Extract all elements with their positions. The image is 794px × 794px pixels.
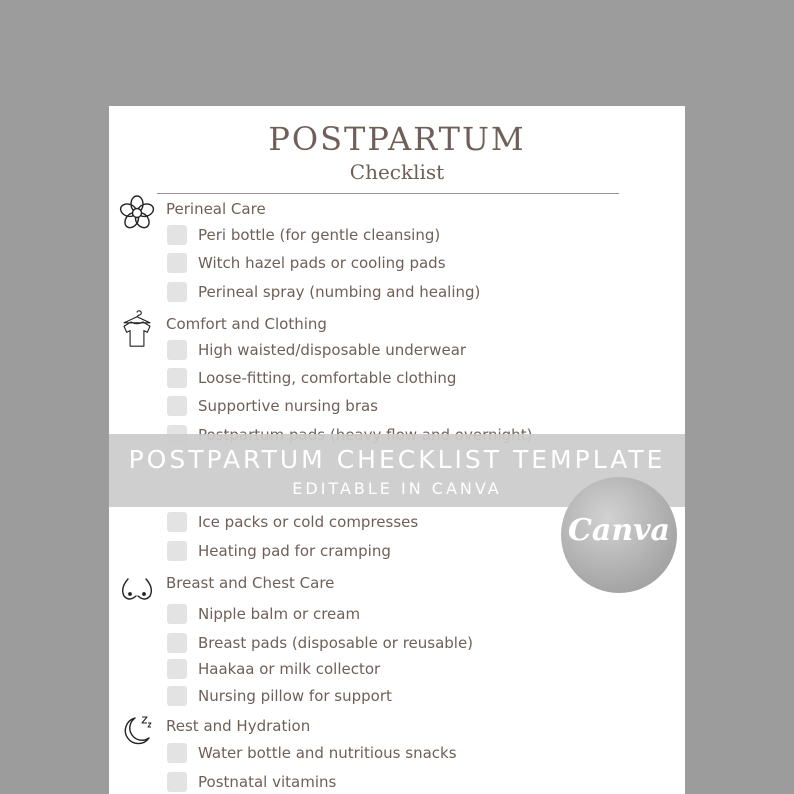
item-label: Breast pads (disposable or reusable) [198,634,474,652]
item-label: Ice packs or cold compresses [198,513,419,531]
item-label: Perineal spray (numbing and healing) [198,283,481,301]
section-title-comfort-and-clothing: Comfort and Clothing [166,315,327,333]
checkbox[interactable] [167,659,187,679]
checkbox[interactable] [167,368,187,388]
page-subtitle: Checklist [349,160,445,184]
item-label: Heating pad for cramping [198,542,391,560]
item-label: Loose-fitting, comfortable clothing [198,369,457,387]
canva-badge [561,477,677,593]
flower-icon [117,194,157,232]
item-label: High waisted/disposable underwear [198,341,467,359]
breast-icon [117,572,157,610]
checkbox[interactable] [167,604,187,624]
item-label: Witch hazel pads or cooling pads [198,254,446,272]
item-label: Postnatal vitamins [198,773,337,791]
shirt-hanger-icon [117,309,157,347]
banner-title: POSTPARTUM CHECKLIST TEMPLATE [128,445,666,474]
page-title: POSTPARTUM [268,120,526,158]
checkbox[interactable] [167,225,187,245]
section-title-breast-and-chest-care: Breast and Chest Care [166,574,335,592]
item-label: Peri bottle (for gentle cleansing) [198,226,441,244]
checkbox[interactable] [167,772,187,792]
item-label: Supportive nursing bras [198,397,378,415]
checkbox[interactable] [167,253,187,273]
checkbox[interactable] [167,340,187,360]
checkbox[interactable] [167,541,187,561]
item-label: Haakaa or milk collector [198,660,381,678]
checkbox[interactable] [167,686,187,706]
moon-sleep-icon [117,712,157,750]
canva-logo-text: Canva [568,513,670,548]
section-title-rest-and-hydration: Rest and Hydration [166,717,311,735]
item-label: Nursing pillow for support [198,687,392,705]
checkbox[interactable] [167,282,187,302]
checkbox[interactable] [167,512,187,532]
item-label: Nipple balm or cream [198,605,361,623]
title-divider [157,193,619,194]
checkbox[interactable] [167,633,187,653]
item-label: Water bottle and nutritious snacks [198,744,457,762]
section-title-perineal-care: Perineal Care [166,200,266,218]
banner-subtitle: EDITABLE IN CANVA [292,479,502,498]
checkbox[interactable] [167,743,187,763]
checkbox[interactable] [167,396,187,416]
